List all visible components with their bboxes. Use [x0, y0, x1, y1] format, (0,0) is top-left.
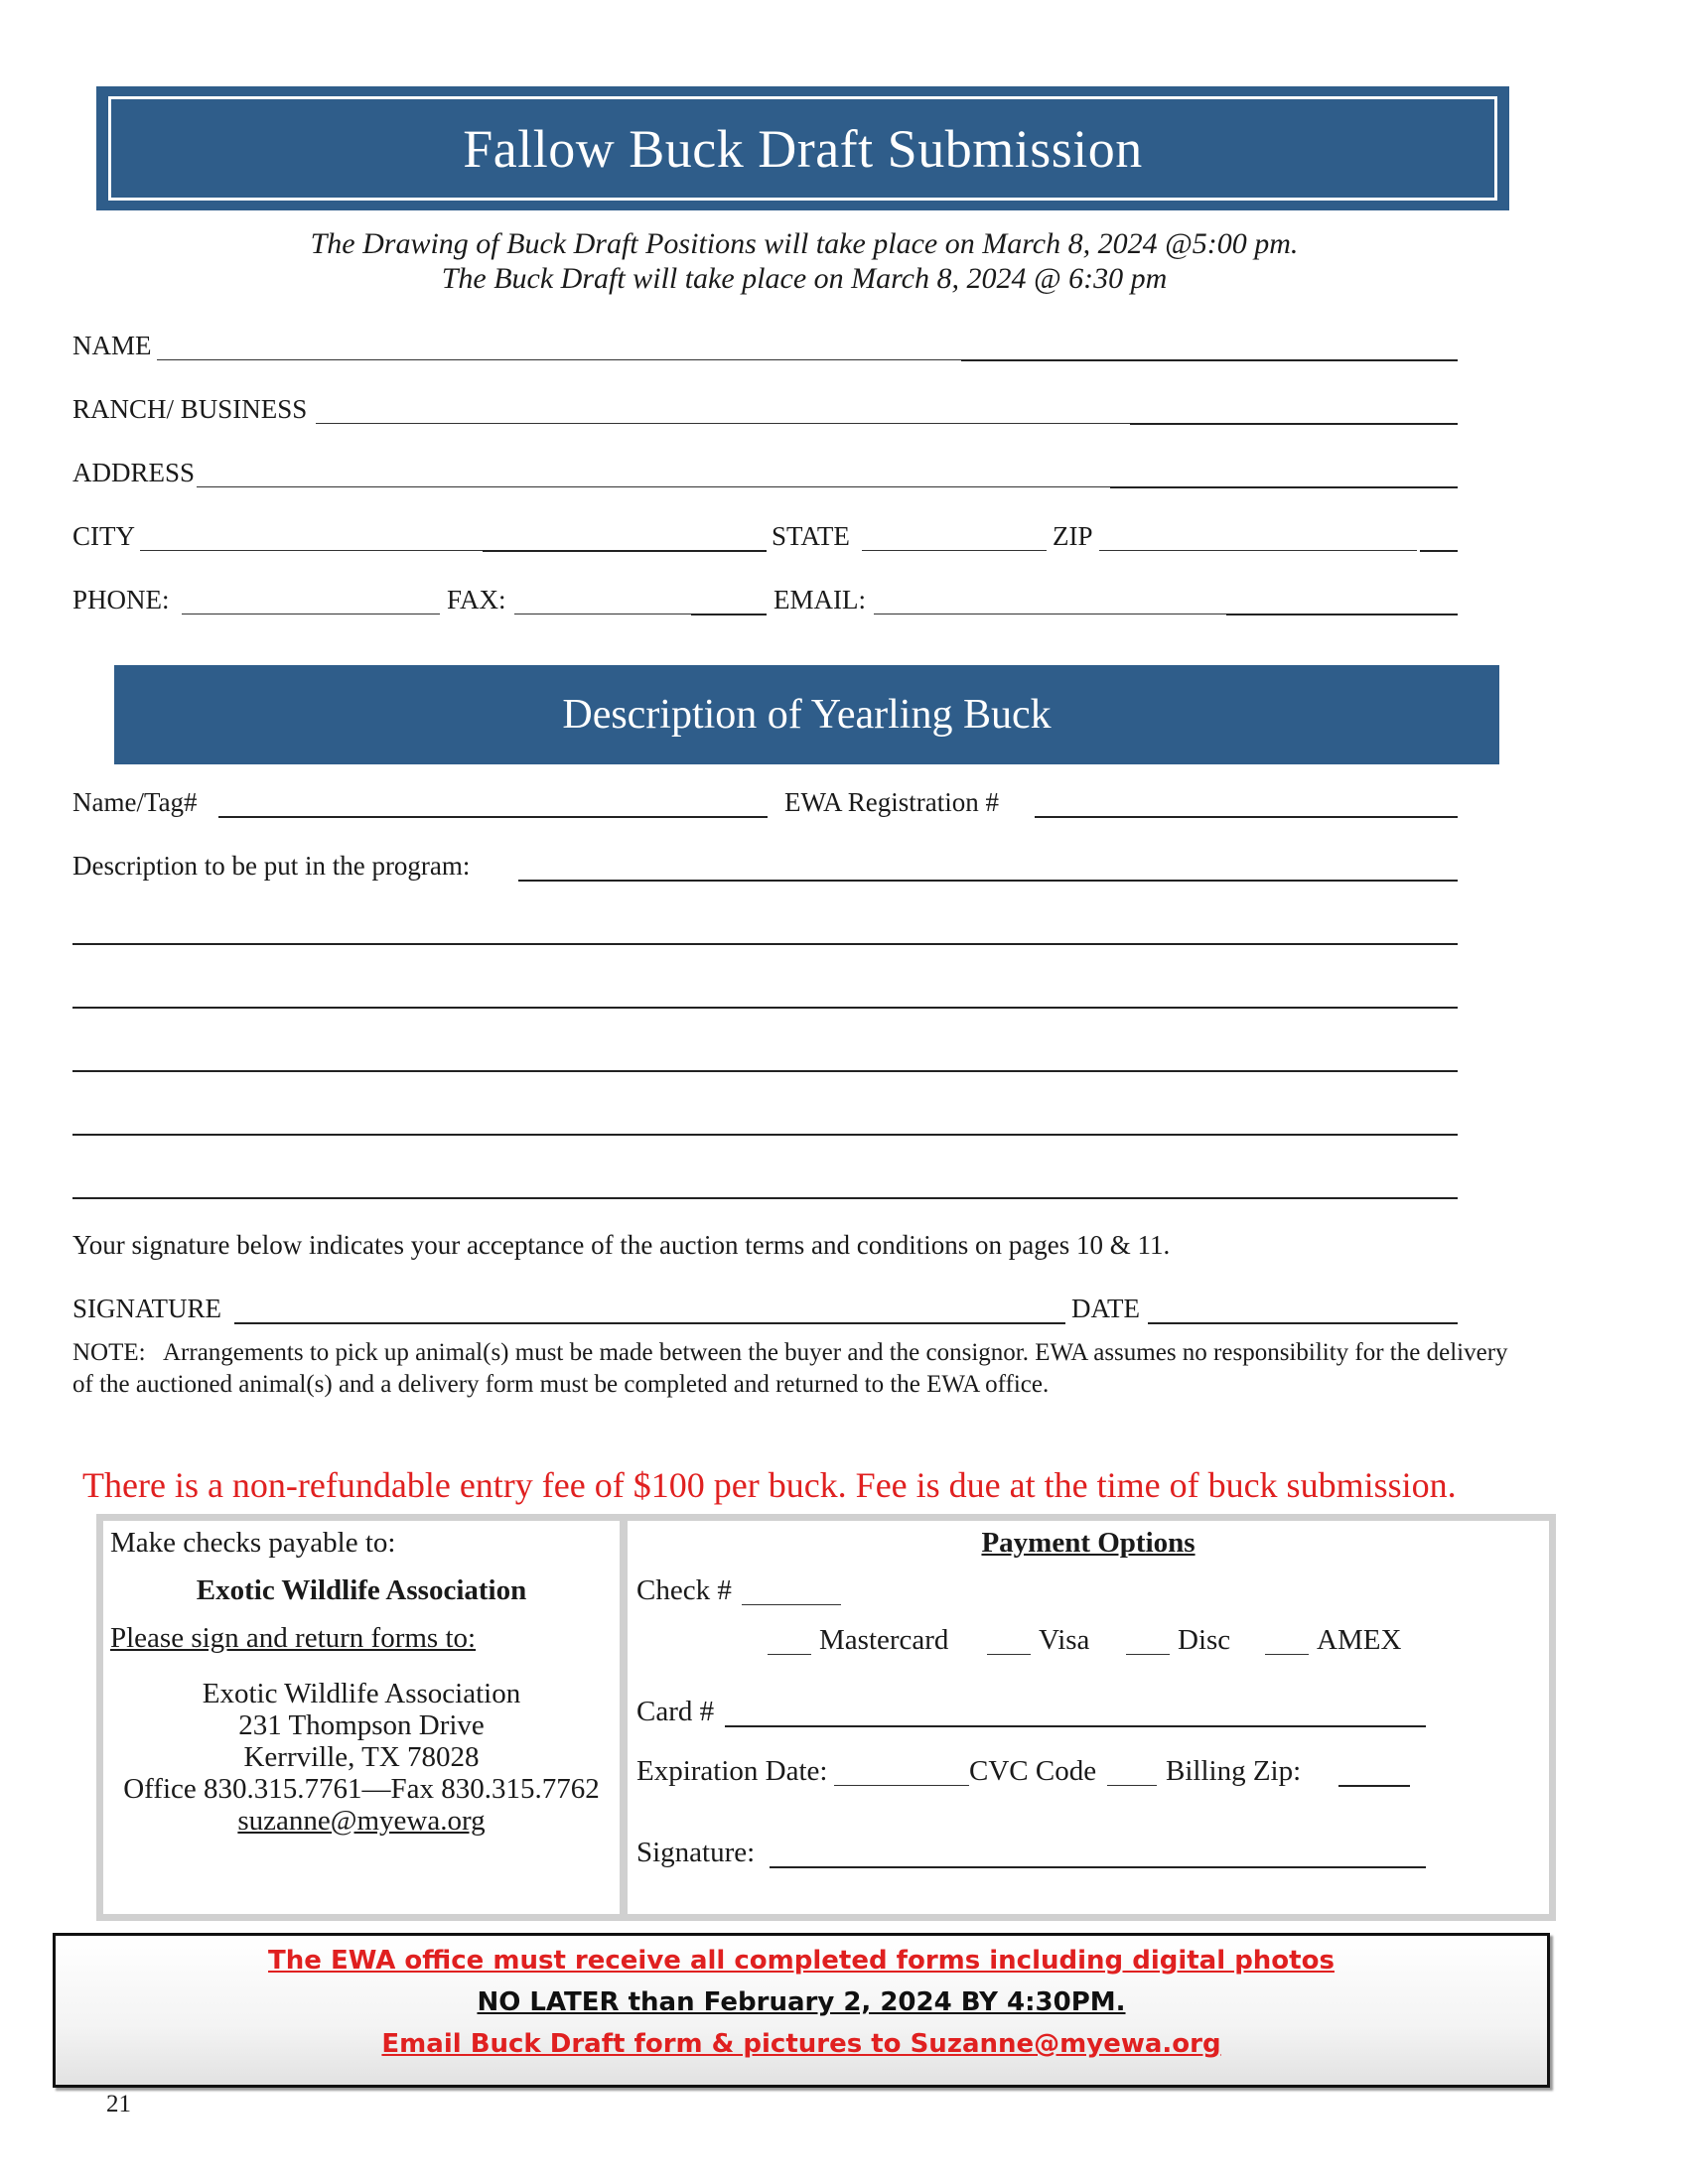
mastercard-label: Mastercard: [819, 1624, 949, 1656]
page-title: Fallow Buck Draft Submission: [463, 118, 1143, 179]
zip-field[interactable]: [1099, 550, 1417, 551]
address-field-extension[interactable]: [1110, 486, 1458, 488]
description-line-4[interactable]: [72, 1070, 1458, 1072]
name-label: NAME: [72, 331, 152, 360]
address-field[interactable]: [197, 486, 1110, 487]
fax-field-extension[interactable]: [691, 614, 767, 615]
description-line-3[interactable]: [72, 1007, 1458, 1009]
city-label: CITY: [72, 521, 135, 551]
card-number-field[interactable]: [725, 1725, 1426, 1727]
mailing-info-panel: [103, 1521, 620, 1914]
zip-label: ZIP: [1053, 521, 1093, 551]
entry-fee-notice: There is a non-refundable entry fee of $100 per buck. Fee is due at the time of buck submission.: [82, 1465, 1457, 1505]
mailing-city-state: Kerrville, TX 78028: [243, 1741, 480, 1773]
expiration-date-label: Expiration Date:: [636, 1755, 828, 1787]
check-number-label: Check #: [636, 1574, 732, 1606]
draft-drawing-date: The Drawing of Buck Draft Positions will take place on March 8, 2024 @5:00 pm.: [310, 227, 1299, 260]
page-number: 21: [106, 2091, 131, 2117]
cvc-code-label: CVC Code: [969, 1755, 1097, 1787]
name-tag-field[interactable]: [218, 816, 768, 818]
visa-label: Visa: [1039, 1624, 1090, 1656]
buck-description-title: Description of Yearling Buck: [562, 692, 1052, 738]
description-line-2[interactable]: [72, 943, 1458, 945]
note-text: Arrangements to pick up animal(s) must be made between the buyer and the consignor. EWA assumes no responsibility for the delivery of the auctioned animal(s) and a delivery form must be completed and returned to the EWA office.: [72, 1339, 1508, 1398]
registration-label: EWA Registration #: [784, 787, 999, 817]
state-field[interactable]: [862, 550, 1047, 551]
email-field-extension[interactable]: [1226, 614, 1458, 615]
date-field[interactable]: [1148, 1322, 1458, 1324]
name-field[interactable]: [157, 359, 961, 360]
description-label: Description to be put in the program:: [72, 851, 471, 881]
billing-zip-field[interactable]: [1338, 1785, 1410, 1787]
ranch-business-field-extension[interactable]: [1130, 423, 1458, 425]
draft-date: The Buck Draft will take place on March 8, 2024 @ 6:30 pm: [441, 262, 1168, 295]
title-banner-frame: [108, 96, 1497, 201]
acceptance-text: Your signature below indicates your acceptance of the auction terms and conditions on pages 10 & 11.: [72, 1230, 1171, 1260]
payee-name: Exotic Wildlife Association: [196, 1574, 527, 1606]
note-label: NOTE:: [72, 1339, 146, 1366]
office-phone-fax: Office 830.315.7761—Fax 830.315.7762: [123, 1773, 600, 1805]
deadline-email-notice[interactable]: Email Buck Draft form & pictures to Suzanne@myewa.org: [381, 2029, 1221, 2059]
fax-label: FAX:: [447, 585, 506, 614]
zip-field-extension[interactable]: [1420, 550, 1458, 552]
registration-field[interactable]: [1035, 816, 1458, 818]
city-field-extension[interactable]: [483, 550, 767, 552]
expiration-date-field[interactable]: [834, 1785, 969, 1786]
ranch-business-field[interactable]: [316, 423, 1130, 424]
deadline-forms-notice: The EWA office must receive all completed forms including digital photos: [268, 1946, 1335, 1976]
buck-description-banner: [114, 665, 1499, 764]
ranch-business-label: RANCH/ BUSINESS: [72, 394, 308, 424]
card-number-label: Card #: [636, 1696, 715, 1727]
signature-label: SIGNATURE: [72, 1294, 222, 1323]
checks-payable-label: Make checks payable to:: [110, 1527, 396, 1559]
state-label: STATE: [772, 521, 850, 551]
description-field[interactable]: [518, 880, 1458, 882]
city-field[interactable]: [140, 550, 483, 551]
payment-options-panel: [628, 1521, 1549, 1914]
payment-box: [96, 1514, 1556, 1921]
amex-checkbox[interactable]: [1265, 1654, 1309, 1655]
email-label: EMAIL:: [774, 585, 866, 614]
sign-return-label: Please sign and return forms to:: [110, 1622, 477, 1654]
billing-zip-label: Billing Zip:: [1166, 1755, 1302, 1787]
disc-checkbox[interactable]: [1126, 1654, 1170, 1655]
cvc-code-field[interactable]: [1107, 1785, 1157, 1786]
deadline-date: NO LATER than February 2, 2024 BY 4:30PM.: [477, 1987, 1126, 2017]
check-number-field[interactable]: [742, 1604, 841, 1605]
date-label: DATE: [1071, 1294, 1140, 1323]
card-signature-label: Signature:: [636, 1837, 756, 1868]
contact-email-link[interactable]: suzanne@myewa.org: [237, 1805, 486, 1837]
title-banner: [96, 86, 1509, 210]
disc-label: Disc: [1178, 1624, 1231, 1656]
card-signature-field[interactable]: [770, 1866, 1426, 1868]
delivery-note: [72, 1337, 1532, 1401]
address-label: ADDRESS: [72, 458, 196, 487]
visa-checkbox[interactable]: [987, 1654, 1031, 1655]
phone-label: PHONE:: [72, 585, 170, 614]
signature-field[interactable]: [234, 1322, 1065, 1324]
mailing-street: 231 Thompson Drive: [238, 1709, 485, 1741]
name-field-extension[interactable]: [961, 359, 1458, 361]
amex-label: AMEX: [1317, 1624, 1402, 1656]
deadline-box: [53, 1933, 1550, 2088]
description-line-6[interactable]: [72, 1197, 1458, 1199]
mastercard-checkbox[interactable]: [768, 1654, 811, 1655]
payment-options-title: Payment Options: [981, 1527, 1196, 1559]
description-line-5[interactable]: [72, 1134, 1458, 1136]
name-tag-label: Name/Tag#: [72, 787, 198, 817]
mailing-org-name: Exotic Wildlife Association: [202, 1678, 521, 1709]
